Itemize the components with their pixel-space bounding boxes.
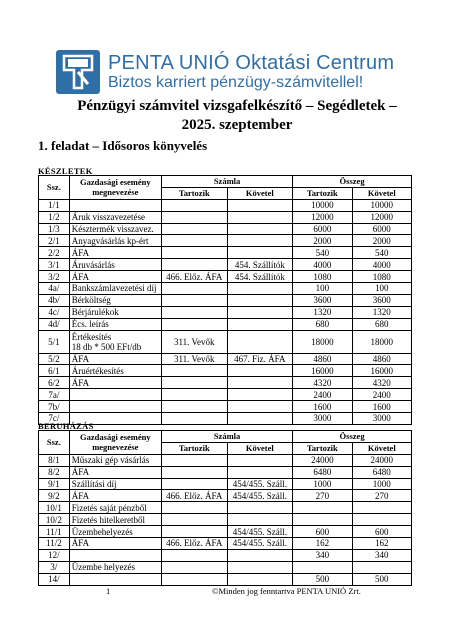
row-osszeg-kovetel: 4000 [352, 259, 411, 271]
row-osszeg-kovetel: 100 [352, 283, 411, 295]
row-szamla-tartozik [161, 259, 227, 271]
row-ssz: 2/2 [39, 247, 70, 259]
col-ssz: Ssz. [39, 176, 70, 200]
table-row [39, 413, 412, 425]
row-osszeg-kovetel: 2400 [352, 389, 411, 401]
row-ssz: 2/1 [39, 235, 70, 247]
row-osszeg-tartozik: 1600 [293, 401, 352, 413]
row-event: Áruvásárlás [69, 259, 161, 271]
table-row [39, 526, 412, 538]
row-szamla-kovetel [227, 283, 293, 295]
row-osszeg-kovetel [352, 514, 411, 526]
row-szamla-kovetel [227, 318, 293, 330]
row-osszeg-tartozik: 680 [293, 318, 352, 330]
szamla-kovetel-header: Követel [227, 187, 293, 199]
row-ssz: 9/1 [39, 478, 70, 490]
row-osszeg-kovetel: 12000 [352, 211, 411, 223]
row-szamla-tartozik [161, 401, 227, 413]
row-osszeg-tartozik: 500 [293, 573, 352, 585]
table-row [39, 330, 412, 353]
row-event [69, 401, 161, 413]
row-osszeg-kovetel: 162 [352, 538, 411, 550]
row-ssz: 5/1 [39, 330, 70, 353]
table-row [39, 538, 412, 550]
row-szamla-kovetel [227, 561, 293, 573]
row-ssz: 12/ [39, 549, 70, 561]
row-szamla-tartozik [161, 413, 227, 425]
penta-logo-icon [56, 50, 100, 94]
row-event [69, 573, 161, 585]
row-szamla-kovetel [227, 199, 293, 211]
table-row [39, 514, 412, 526]
row-event: Écs. leírás [69, 318, 161, 330]
task-heading: 1. feladat – Idősoros könyvelés [38, 138, 208, 153]
row-szamla-kovetel: 454/455. Száll. [227, 478, 293, 490]
row-event-line1: Értékesítés [71, 331, 112, 342]
row-ssz: 7b/ [39, 401, 70, 413]
table-row [39, 573, 412, 585]
osszeg-tartozik-header: Tartozik [293, 187, 352, 199]
row-osszeg-tartozik: 6000 [293, 223, 352, 235]
row-szamla-tartozik [161, 247, 227, 259]
row-ssz: 8/2 [39, 466, 70, 478]
row-osszeg-tartozik: 16000 [293, 365, 352, 377]
row-osszeg-tartozik [293, 514, 352, 526]
row-ssz: 8/1 [39, 454, 70, 466]
row-osszeg-tartozik: 12000 [293, 211, 352, 223]
row-osszeg-kovetel: 3600 [352, 294, 411, 306]
row-event: Fizetés hitelkeretből [69, 514, 161, 526]
row-ssz: 3/2 [39, 271, 70, 283]
row-ssz: 10/2 [39, 514, 70, 526]
row-osszeg-kovetel: 680 [352, 318, 411, 330]
row-osszeg-tartozik: 270 [293, 490, 352, 502]
row-event: ÁFA [69, 466, 161, 478]
row-osszeg-kovetel [352, 502, 411, 514]
table-row [39, 211, 412, 223]
row-ssz: 11/1 [39, 526, 70, 538]
table-row [39, 490, 412, 502]
row-event: Bérköltség [69, 294, 161, 306]
row-event: Szállítási díj [69, 478, 161, 490]
table-row [39, 247, 412, 259]
row-ssz: 11/2 [39, 538, 70, 550]
row-osszeg-kovetel: 1080 [352, 271, 411, 283]
table-row [39, 377, 412, 389]
row-osszeg-tartozik: 540 [293, 247, 352, 259]
page-number: 1 [106, 586, 111, 596]
row-szamla-kovetel: 454/455. Száll. [227, 538, 293, 550]
row-osszeg-tartozik: 100 [293, 283, 352, 295]
row-szamla-tartozik: 466. Előz. ÁFA [161, 271, 227, 283]
table-row [39, 235, 412, 247]
row-szamla-tartozik [161, 235, 227, 247]
row-event: Bérjárulékok [69, 306, 161, 318]
row-ssz: 10/1 [39, 502, 70, 514]
row-szamla-tartozik [161, 211, 227, 223]
col-event: Gazdasági esemény megnevezése [69, 176, 161, 200]
row-osszeg-kovetel [352, 561, 411, 573]
row-szamla-kovetel [227, 401, 293, 413]
row-szamla-tartozik [161, 389, 227, 401]
row-ssz: 1/1 [39, 199, 70, 211]
row-event: Késztermék visszavez. [69, 223, 161, 235]
row-osszeg-kovetel: 1320 [352, 306, 411, 318]
row-szamla-kovetel [227, 247, 293, 259]
szamla-kovetel-header: Követel [227, 442, 293, 454]
row-osszeg-kovetel: 4860 [352, 353, 411, 365]
row-ssz: 4b/ [39, 294, 70, 306]
row-event [69, 330, 161, 353]
table-row [39, 318, 412, 330]
row-event: Áruk visszavezetése [69, 211, 161, 223]
row-osszeg-tartozik: 340 [293, 549, 352, 561]
row-szamla-tartozik [161, 377, 227, 389]
osszeg-tartozik-header: Tartozik [293, 442, 352, 454]
row-ssz: 14/ [39, 573, 70, 585]
row-osszeg-tartozik [293, 502, 352, 514]
row-szamla-kovetel [227, 294, 293, 306]
row-event [69, 549, 161, 561]
row-szamla-kovetel [227, 502, 293, 514]
row-osszeg-kovetel: 4320 [352, 377, 411, 389]
row-szamla-tartozik [161, 223, 227, 235]
col-osszeg: Összeg [293, 176, 412, 188]
row-osszeg-tartozik: 600 [293, 526, 352, 538]
row-osszeg-kovetel: 24000 [352, 454, 411, 466]
row-osszeg-tartozik: 2400 [293, 389, 352, 401]
row-osszeg-tartozik: 6480 [293, 466, 352, 478]
row-event: ÁFA [69, 490, 161, 502]
szamla-tartozik-header: Tartozik [161, 442, 227, 454]
row-event [69, 199, 161, 211]
row-szamla-kovetel: 467. Fiz. ÁFA [227, 353, 293, 365]
row-szamla-kovetel [227, 389, 293, 401]
row-ssz: 3/ [39, 561, 70, 573]
row-ssz: 4c/ [39, 306, 70, 318]
osszeg-kovetel-header: Követel [352, 187, 411, 199]
row-event [69, 389, 161, 401]
row-osszeg-kovetel: 1600 [352, 401, 411, 413]
section-label-beruhazas: BERUHÁZÁS [38, 421, 94, 431]
row-osszeg-tartozik: 2000 [293, 235, 352, 247]
row-osszeg-kovetel: 2000 [352, 235, 411, 247]
table-row [39, 199, 412, 211]
table-row [39, 401, 412, 413]
col-szamla: Számla [161, 176, 292, 188]
logo-name: PENTA UNIÓ Oktatási Centrum [108, 52, 395, 74]
row-osszeg-tartozik: 24000 [293, 454, 352, 466]
row-szamla-kovetel [227, 454, 293, 466]
row-osszeg-tartozik: 4320 [293, 377, 352, 389]
row-event: Műszaki gép vásárlás [69, 454, 161, 466]
row-osszeg-tartozik: 162 [293, 538, 352, 550]
row-ssz: 6/2 [39, 377, 70, 389]
row-osszeg-tartozik [293, 561, 352, 573]
row-szamla-tartozik [161, 502, 227, 514]
table-row [39, 365, 412, 377]
row-osszeg-tartozik: 18000 [293, 330, 352, 353]
col-szamla: Számla [161, 431, 292, 443]
row-osszeg-kovetel: 3000 [352, 413, 411, 425]
row-szamla-kovetel [227, 235, 293, 247]
row-ssz: 7c/ [39, 413, 70, 425]
row-szamla-kovetel [227, 549, 293, 561]
row-szamla-tartozik [161, 318, 227, 330]
row-szamla-tartozik [161, 561, 227, 573]
row-szamla-tartozik [161, 365, 227, 377]
row-event: ÁFA [69, 271, 161, 283]
row-ssz: 1/3 [39, 223, 70, 235]
row-szamla-tartozik: 466. Előz. ÁFA [161, 538, 227, 550]
osszeg-kovetel-header: Követel [352, 442, 411, 454]
row-osszeg-kovetel: 1000 [352, 478, 411, 490]
row-osszeg-kovetel: 6480 [352, 466, 411, 478]
document-subtitle: 2025. szeptember [181, 117, 293, 133]
row-osszeg-tartozik: 1320 [293, 306, 352, 318]
row-szamla-kovetel [227, 330, 293, 353]
row-ssz: 4d/ [39, 318, 70, 330]
row-szamla-kovetel: 454. Szállítók [227, 271, 293, 283]
row-szamla-kovetel: 454/455. Száll. [227, 490, 293, 502]
row-szamla-tartozik [161, 466, 227, 478]
table-row [39, 353, 412, 365]
row-osszeg-kovetel: 10000 [352, 199, 411, 211]
row-ssz: 6/1 [39, 365, 70, 377]
row-szamla-tartozik [161, 478, 227, 490]
row-event: Üzembe helyezés [69, 561, 161, 573]
table-row [39, 502, 412, 514]
row-ssz: 9/2 [39, 490, 70, 502]
table-row [39, 561, 412, 573]
document-title: Pénzügyi számvitel vizsgafelkészítő – Segédletek – [77, 98, 397, 114]
row-ssz: 1/2 [39, 211, 70, 223]
row-szamla-tartozik [161, 199, 227, 211]
table-row [39, 549, 412, 561]
row-ssz: 3/1 [39, 259, 70, 271]
row-event-line2: 18 db * 500 EFt/db [71, 341, 142, 352]
table-row [39, 466, 412, 478]
row-event: Fizetés saját pénzből [69, 502, 161, 514]
row-event: ÁFA [69, 538, 161, 550]
row-szamla-tartozik [161, 283, 227, 295]
row-szamla-kovetel [227, 306, 293, 318]
row-szamla-tartozik [161, 306, 227, 318]
row-szamla-tartozik [161, 549, 227, 561]
row-event: ÁFA [69, 377, 161, 389]
row-szamla-kovetel [227, 514, 293, 526]
row-event: Bankszámlavezetési díj [69, 283, 161, 295]
row-szamla-tartozik [161, 526, 227, 538]
row-szamla-tartozik: 311. Vevők [161, 330, 227, 353]
col-event: Gazdasági esemény megnevezése [69, 431, 161, 455]
section-label-keszletek: KÉSZLETEK [38, 166, 93, 176]
row-szamla-kovetel [227, 211, 293, 223]
row-osszeg-tartozik: 4000 [293, 259, 352, 271]
row-osszeg-kovetel: 500 [352, 573, 411, 585]
row-osszeg-tartozik: 1080 [293, 271, 352, 283]
beruhazas-table [38, 430, 412, 586]
row-event: ÁFA [69, 353, 161, 365]
row-szamla-kovetel [227, 466, 293, 478]
row-event: Áruértékesítés [69, 365, 161, 377]
row-szamla-tartozik: 466. Előz. ÁFA [161, 490, 227, 502]
row-osszeg-kovetel: 18000 [352, 330, 411, 353]
table-row [39, 271, 412, 283]
row-osszeg-kovetel: 540 [352, 247, 411, 259]
logo-slogan: Biztos karriert pénzügy-számvitellel! [108, 74, 364, 91]
row-szamla-kovetel [227, 573, 293, 585]
row-szamla-tartozik: 311. Vevők [161, 353, 227, 365]
row-osszeg-tartozik: 1000 [293, 478, 352, 490]
row-ssz: 4a/ [39, 283, 70, 295]
row-osszeg-kovetel: 600 [352, 526, 411, 538]
table-row [39, 389, 412, 401]
table-row [39, 259, 412, 271]
row-szamla-kovetel [227, 223, 293, 235]
logo [56, 50, 418, 94]
row-osszeg-tartozik: 3600 [293, 294, 352, 306]
row-event: ÁFA [69, 247, 161, 259]
table-row [39, 454, 412, 466]
row-szamla-tartozik [161, 514, 227, 526]
row-osszeg-kovetel: 6000 [352, 223, 411, 235]
table-row [39, 478, 412, 490]
row-szamla-tartozik [161, 454, 227, 466]
row-szamla-tartozik [161, 294, 227, 306]
row-osszeg-kovetel: 270 [352, 490, 411, 502]
col-ssz: Ssz. [39, 431, 70, 455]
row-osszeg-tartozik: 10000 [293, 199, 352, 211]
row-ssz: 5/2 [39, 353, 70, 365]
row-event: Üzembehelyezés [69, 526, 161, 538]
row-szamla-kovetel [227, 413, 293, 425]
keszletek-table [38, 175, 412, 425]
copyright-notice: ©Minden jog fenntartva PENTA UNIÓ Zrt. [212, 586, 361, 596]
row-szamla-kovetel: 454/455. Száll. [227, 526, 293, 538]
row-osszeg-tartozik: 3000 [293, 413, 352, 425]
row-szamla-kovetel [227, 377, 293, 389]
row-szamla-kovetel [227, 365, 293, 377]
row-szamla-tartozik [161, 573, 227, 585]
table-row [39, 223, 412, 235]
row-osszeg-tartozik: 4860 [293, 353, 352, 365]
table-row [39, 283, 412, 295]
szamla-tartozik-header: Tartozik [161, 187, 227, 199]
row-ssz: 7a/ [39, 389, 70, 401]
row-szamla-kovetel: 454. Szállítók [227, 259, 293, 271]
row-osszeg-kovetel: 16000 [352, 365, 411, 377]
row-event: Anyagvásárlás kp-ért [69, 235, 161, 247]
row-osszeg-kovetel: 340 [352, 549, 411, 561]
col-osszeg: Összeg [293, 431, 412, 443]
table-row [39, 294, 412, 306]
table-row [39, 306, 412, 318]
